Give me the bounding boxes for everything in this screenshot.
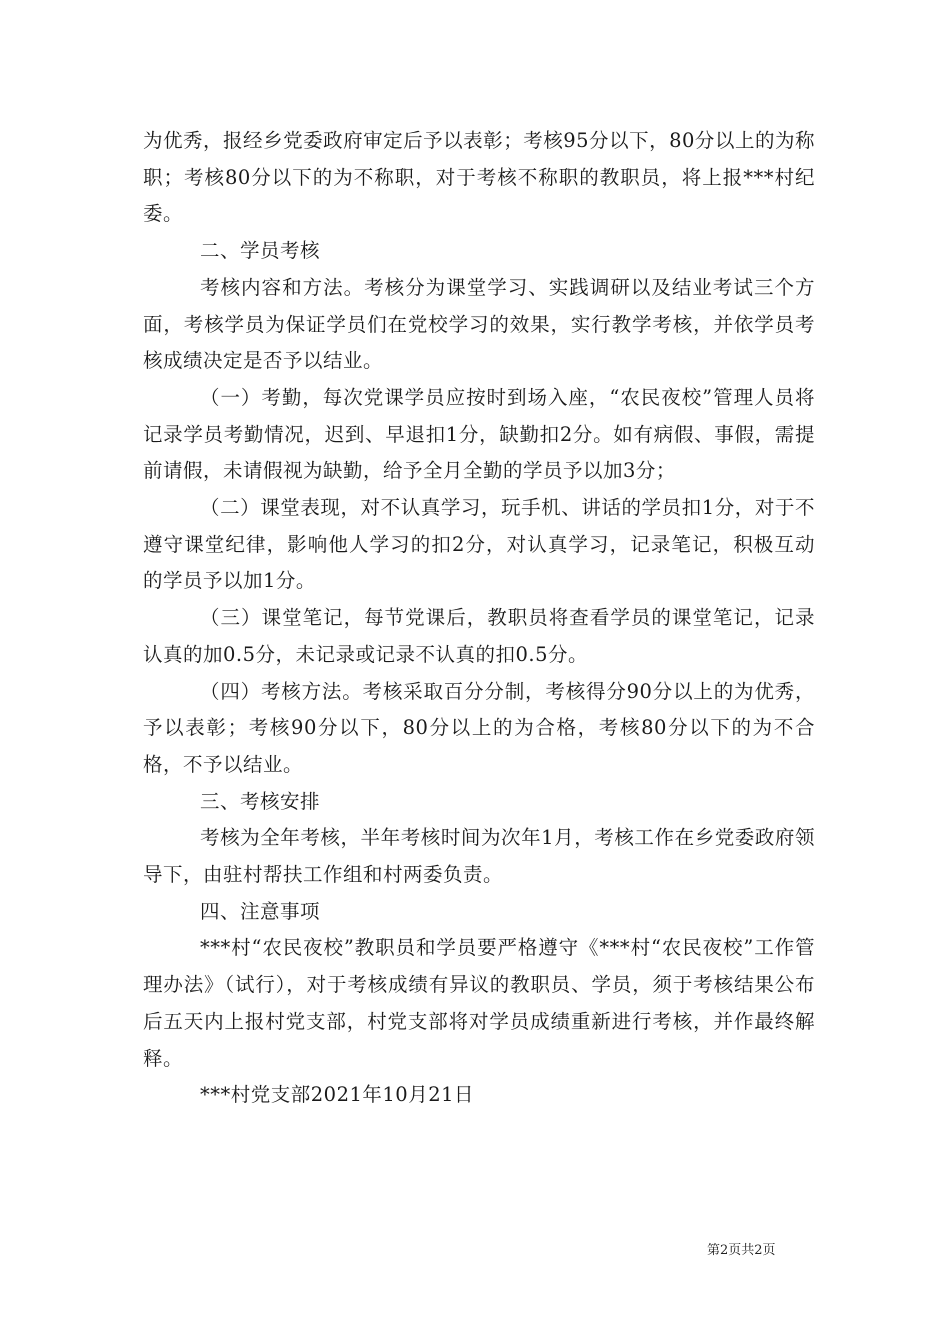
paragraph-attendance: （一）考勤，每次党课学员应按时到场入座，“农民夜校”管理人员将记录学员考勤情况，迟到、早退扣1分，缺勤扣2分。如有病假、事假，需提前请假，未请假视为缺勤，给予全月全勤的学员予以加3分； bbox=[143, 385, 815, 483]
paragraph-arrangement: 考核为全年考核，半年考核时间为次年1月，考核工作在乡党委政府领导下，由驻村帮扶工作组和村两委负责。 bbox=[143, 826, 815, 887]
paragraph-classroom-performance: （二）课堂表现，对不认真学习，玩手机、讲话的学员扣1分，对于不遵守课堂纪律，影响他人学习的扣2分，对认真学习，记录笔记，积极互动的学员予以加1分。 bbox=[143, 496, 815, 593]
paragraph-classroom-notes: （三）课堂笔记，每节党课后，教职员将查看学员的课堂笔记，记录认真的加0.5分，未记录或记录不认真的扣0.5分。 bbox=[143, 606, 815, 666]
section-heading-notes: 四、注意事项 bbox=[200, 899, 321, 923]
paragraph-assessment-content: 考核内容和方法。考核分为课堂学习、实践调研以及结业考试三个方面，考核学员为保证学员们在党校学习的效果，实行教学考核，并依学员考核成绩决定是否予以结业。 bbox=[143, 275, 815, 373]
page-indicator: 第2页共2页 bbox=[707, 1243, 776, 1258]
document-body bbox=[143, 123, 815, 1114]
section-heading-assessment-arrangement: 三、考核安排 bbox=[200, 789, 321, 813]
paragraph-continuation: 为优秀，报经乡党委政府审定后予以表彰；考核95分以下，80分以上的为称职；考核80分以下的为不称职，对于考核不称职的教职员，将上报***村纪委。 bbox=[143, 129, 815, 226]
paragraph-assessment-method: （四）考核方法。考核采取百分分制，考核得分90分以上的为优秀，予以表彰；考核90分以下，80分以上的为合格，考核80分以下的为不合格，不予以结业。 bbox=[143, 679, 815, 776]
signature-date: ***村党支部2021年10月21日 bbox=[200, 1083, 475, 1107]
section-heading-student-assessment: 二、学员考核 bbox=[200, 239, 321, 263]
paragraph-notes: ***村“农民夜校”教职员和学员要严格遵守《***村“农民夜校”工作管理办法》（试行），对于考核成绩有异议的教职员、学员，须于考核结果公布后五天内上报村党支部，村党支部将对学员成绩重新进行考核，并作最终解释。 bbox=[143, 936, 815, 1070]
